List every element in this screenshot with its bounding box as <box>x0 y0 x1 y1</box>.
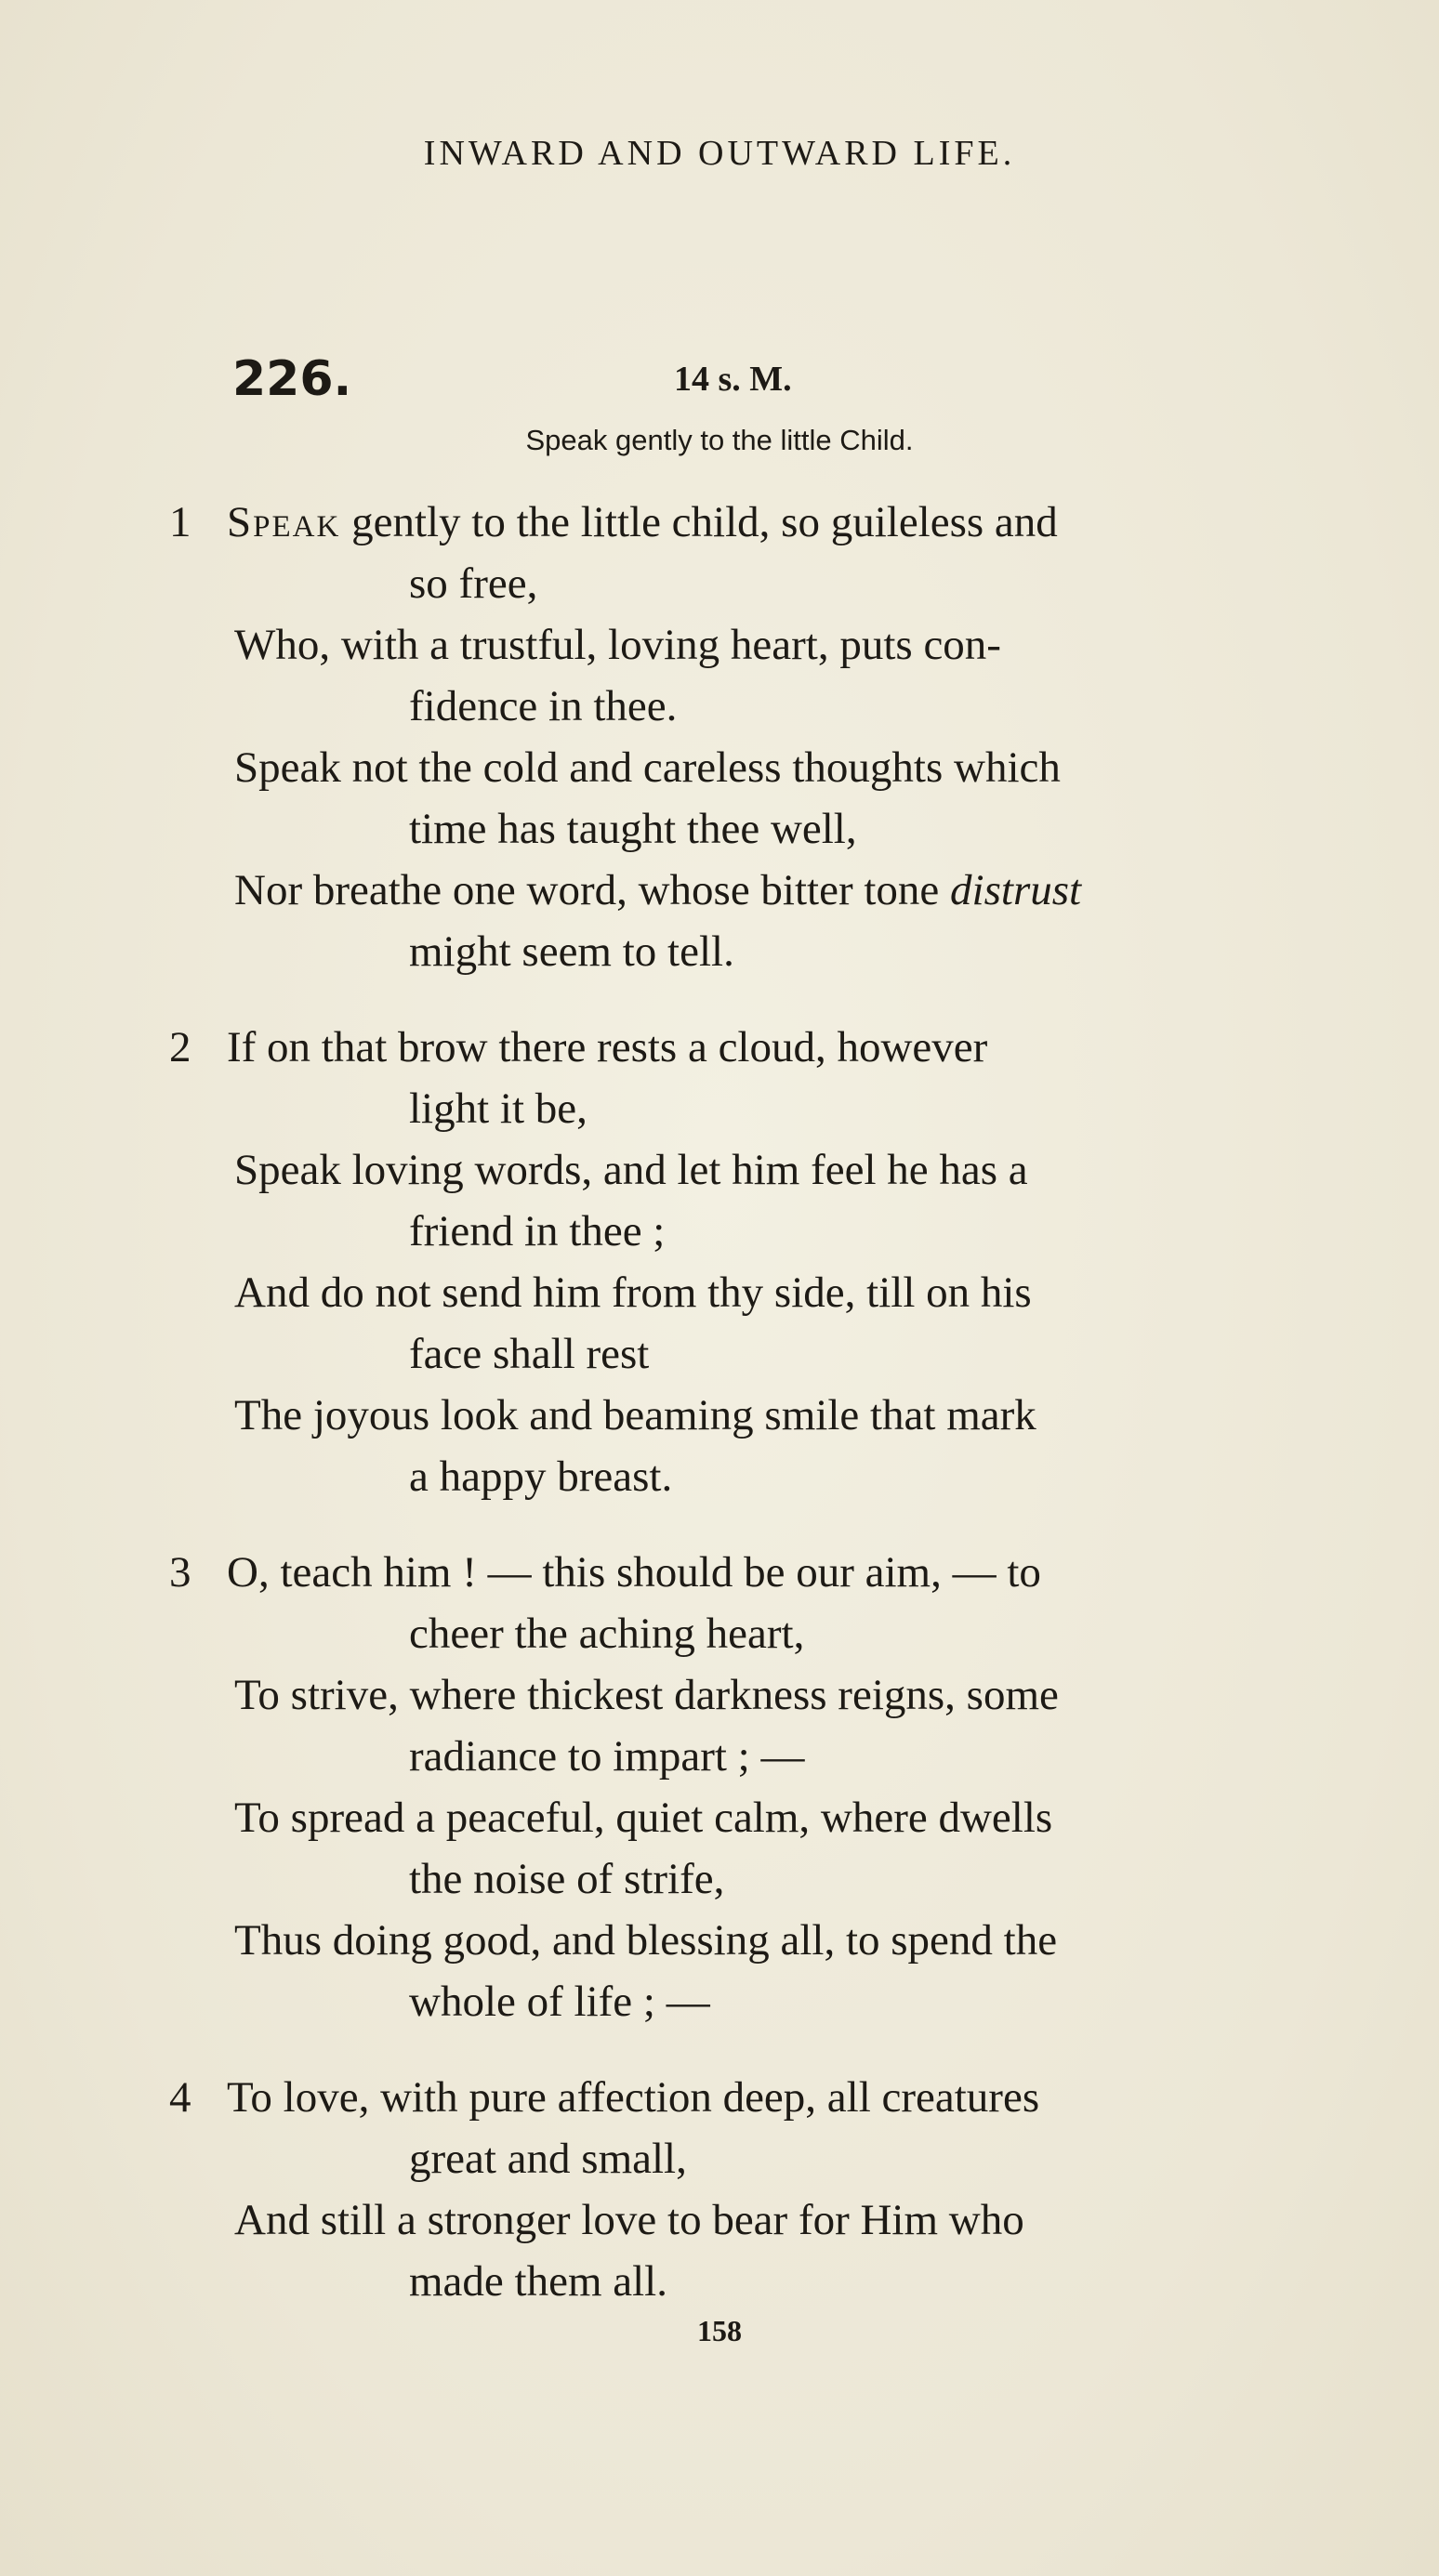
verse-line: To strive, where thickest darkness reigns, some <box>234 1671 1059 1719</box>
verse-line: a happy breast. <box>409 1452 673 1501</box>
verse-line: Nor breathe one word, whose bitter tone distrust <box>234 866 1082 914</box>
verse-number: 2 <box>169 1023 191 1071</box>
verse-line: To love, with pure affection deep, all creatures <box>227 2073 1040 2122</box>
verse-line: face shall rest <box>409 1330 650 1378</box>
verse-line: the noise of strife, <box>409 1855 725 1903</box>
verse-line: made them all. <box>409 2257 667 2306</box>
verse-line: radiance to impart ; — <box>409 1732 805 1781</box>
page-number: 158 <box>697 2314 742 2347</box>
running-head: INWARD AND OUTWARD LIFE. <box>423 134 1016 173</box>
verse-line: And do not send him from thy side, till on his <box>234 1268 1032 1317</box>
verse-number: 3 <box>169 1548 191 1597</box>
verse-line: fidence in thee. <box>409 682 678 730</box>
verse-line: friend in thee ; <box>409 1207 666 1255</box>
hymn-meter: 14 s. M. <box>674 360 792 399</box>
verse-line: Speak loving words, and let him feel he has a <box>234 1146 1028 1194</box>
drop-word: Speak <box>227 498 341 546</box>
verse-line: might seem to tell. <box>409 927 734 976</box>
verse-line: To spread a peaceful, quiet calm, where dwells <box>234 1794 1053 1842</box>
verse-number: 1 <box>169 498 191 546</box>
verse-line: whole of life ; — <box>409 1978 710 2026</box>
italic-word: distrust <box>950 866 1082 914</box>
verse-line: light it be, <box>409 1084 587 1133</box>
verse-line: Who, with a trustful, loving heart, puts con- <box>234 621 1001 669</box>
verse-line: Speak gently to the little child, so guileless and <box>227 498 1058 546</box>
verse-number: 4 <box>169 2073 191 2122</box>
verse-line: cheer the aching heart, <box>409 1610 805 1658</box>
verse-line: O, teach him ! — this should be our aim, — to <box>227 1548 1041 1597</box>
verse-line: The joyous look and beaming smile that mark <box>234 1391 1036 1439</box>
verse-line: great and small, <box>409 2135 687 2183</box>
verse-line: so free, <box>409 559 538 608</box>
hymn-subtitle: Speak gently to the little Child. <box>525 424 914 456</box>
verse-line: If on that brow there rests a cloud, however <box>227 1023 988 1071</box>
hymn-number: 226. <box>232 351 352 407</box>
verse-line: time has taught thee well, <box>409 805 857 853</box>
verse-line: Thus doing good, and blessing all, to spend the <box>234 1916 1058 1965</box>
verse-line: And still a stronger love to bear for Him who <box>234 2196 1024 2244</box>
verse-line: Speak not the cold and careless thoughts which <box>234 743 1061 792</box>
